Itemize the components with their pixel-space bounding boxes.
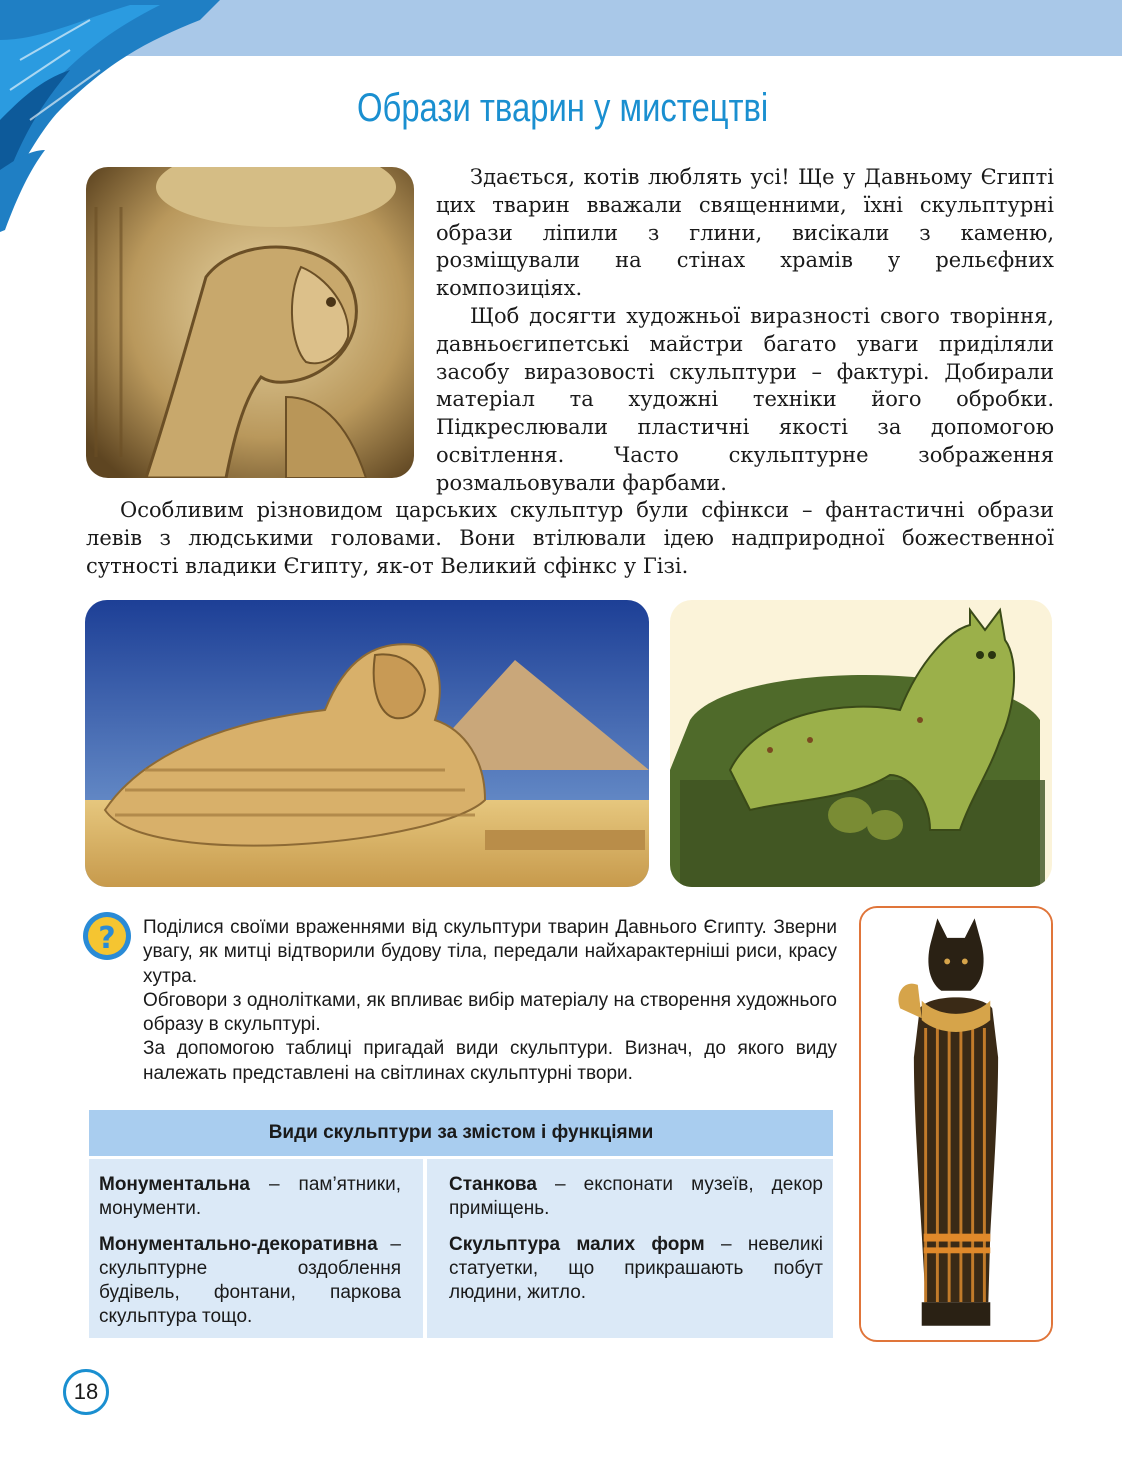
table-left-cell — [89, 1159, 423, 1338]
table-item-small-forms: Скульптура малих форм – невеликі статуетки, що прикрашають побут людини, житло. — [449, 1234, 823, 1303]
page-number: 18 — [63, 1369, 109, 1415]
table-item-easel: Станкова – експонати музеїв, декор приміщень. — [449, 1174, 823, 1219]
great-sphinx-image — [85, 600, 649, 887]
bronze-cat-with-kittens-image — [670, 600, 1052, 887]
intro-paragraph-3: Особливим різновидом царських скульптур були сфінкси – фантастичні образи левів з людськими головами. Вони втілювали ідею надприродної божественної сутності владики Єгипту, як-от Великий сфінкс у Гізі. — [86, 498, 1054, 578]
question-block — [143, 916, 837, 1086]
relief-cat-goddess-image — [86, 167, 414, 478]
intro-paragraph-1: Здається, котів люблять усі! Ще у Давньому Єгипті цих тварин вважали священними, їхні скульптурні образи ліпили з глини, висікали з каменю, розміщували на стінах храмів у рельєфних композиціях. — [436, 165, 1054, 301]
bastet-statue-image — [859, 906, 1053, 1342]
sculpture-types-table — [89, 1110, 833, 1338]
svg-text:?: ? — [98, 921, 116, 956]
question-paragraph-3: За допомогою таблиці пригадай види скульптури. Визнач, до якого виду належать представлені на світлинах скульптурні твори. — [143, 1038, 837, 1084]
table-item-monumental: Монументальна – пам’ятники, монументи. — [99, 1174, 401, 1219]
table-header: Види скульптури за змістом і функціями — [89, 1110, 833, 1156]
question-mark-icon — [81, 910, 133, 962]
question-paragraph-1: Поділися своїми враженнями від скульптури тварин Давнього Єгипту. Зверни увагу, як митці відтворили будову тіла, передали найхарактерніші риси, красу хутра. — [143, 917, 837, 987]
table-right-cell — [427, 1159, 833, 1338]
table-item-monumental-decorative: Монументально-декоративна – скульптурне оздоблення будівель, фонтани, паркова скульптура тощо. — [99, 1234, 401, 1327]
page-title: Образи тварин у мистецтві — [357, 86, 769, 130]
intro-paragraph-2: Щоб досягти художньої виразності свого творіння, давньоєгипетські майстри багато уваги приділяли засобу виразовості скульптури – фактурі. Добирали матеріал та художні техніки його обробки. Підкреслювали пластичні якості за допомогою освітлення. Часто скульптурне зображення розмальовували фарбами. — [436, 304, 1054, 495]
question-paragraph-2: Обговори з однолітками, як впливає вибір матеріалу на створення художнього образу в скульптурі. — [143, 989, 837, 1036]
